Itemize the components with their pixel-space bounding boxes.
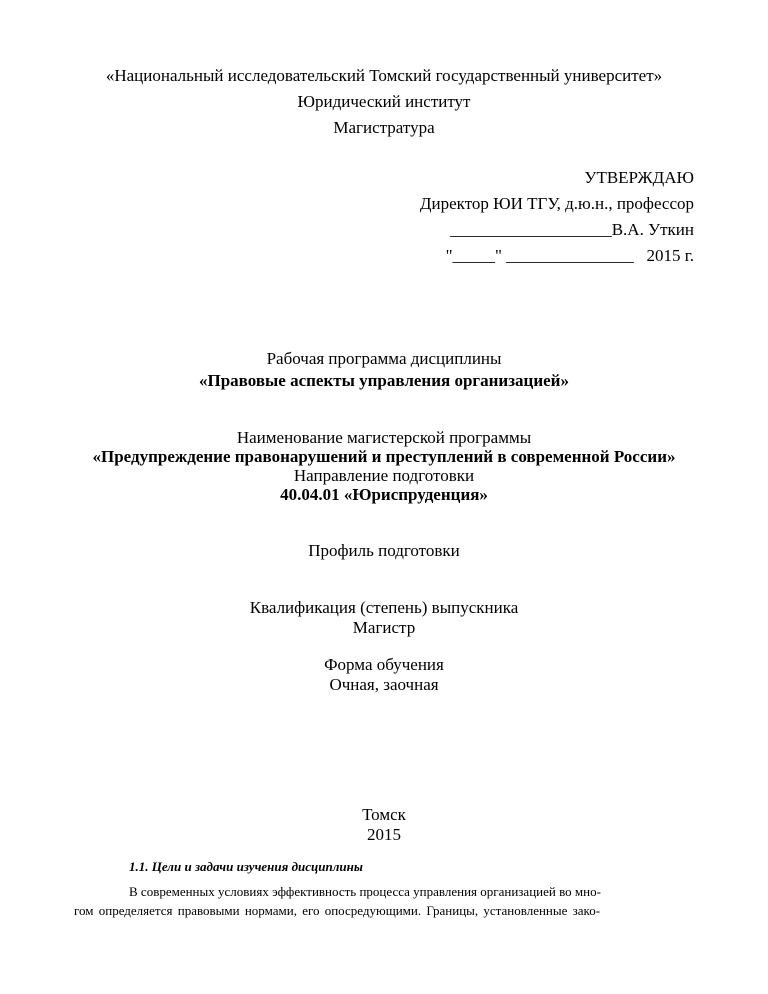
discipline-title: «Правовые аспекты управления организацией» — [199, 371, 569, 390]
approval-title: УТВЕРЖДАЮ — [584, 168, 694, 187]
approval-signature: ___________________В.А. Уткин — [450, 220, 694, 239]
direction-label: Направление подготовки — [293, 466, 475, 485]
direction-code: 40.04.01 «Юриспруденция» — [280, 485, 488, 504]
document-type: Рабочая программа дисциплины — [266, 349, 502, 368]
education-level: Магистратура — [333, 118, 435, 137]
master-program-title: «Предупреждение правонарушений и преступлений в современной России» — [92, 447, 676, 466]
section-heading: 1.1. Цели и задачи изучения дисциплины — [129, 859, 363, 874]
study-form-label: Форма обучения — [324, 655, 444, 674]
paragraph-line-1: В современных условиях эффективность процесса управления организацией во мно- — [129, 884, 601, 899]
approval-date: "_____" _______________ 2015 г. — [445, 246, 694, 265]
city: Томск — [362, 805, 406, 824]
study-form-value: Очная, заочная — [329, 675, 439, 694]
year: 2015 — [367, 825, 401, 844]
approval-position: Директор ЮИ ТГУ, д.ю.н., профессор — [419, 194, 694, 213]
profile-label: Профиль подготовки — [308, 541, 460, 560]
paragraph-line-2: гом определяется правовыми нормами, его опосредующими. Границы, установленные зако- — [74, 903, 601, 918]
qualification-value: Магистр — [352, 618, 416, 637]
master-program-label: Наименование магистерской программы — [236, 428, 532, 447]
university-name: «Национальный исследовательский Томский государственный университет» — [105, 66, 663, 85]
institute-name: Юридический институт — [297, 92, 471, 111]
qualification-label: Квалификация (степень) выпускника — [249, 598, 519, 617]
